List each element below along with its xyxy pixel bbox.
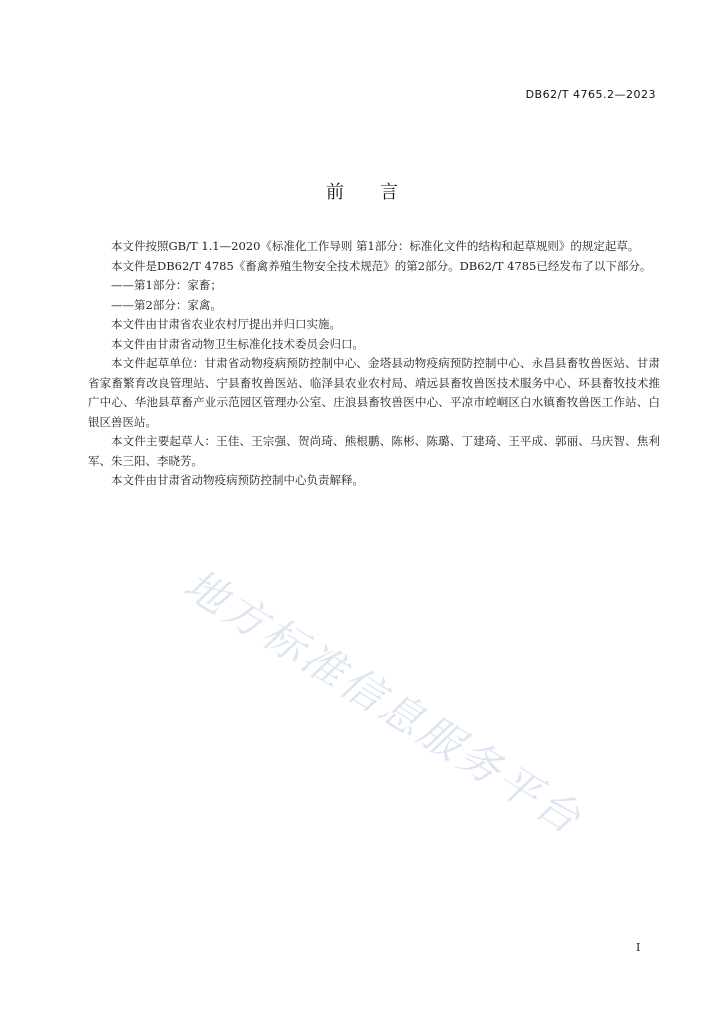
paragraph-proposer: 本文件由甘肃省农业农村厅提出并归口实施。	[111, 317, 341, 331]
paragraph-committee: 本文件由甘肃省动物卫生标准化技术委员会归口。	[111, 336, 364, 351]
paragraph-drafting-rules: 本文件按照GB/T 1.1—2020《标准化工作导则 第1部分：标准化文件的结构和起草规则》的规定起草。	[111, 239, 640, 253]
paragraph-drafting-units: 本文件起草单位：甘肃省动物疫病预防控制中心、金塔县动物疫病预防控制中心、永昌县畜牧兽医站、甘肃省家畜繁育改良管理站、宁县畜牧兽医站、临泽县农业农村局、靖远县畜牧兽医技术服务中心、环县畜牧技术推广中心、华池县草畜产业示范园区管理办公室、庄浪县畜牧兽医中心、平凉市崆峒区白水镇畜牧兽医工作站、白银区兽医站。	[88, 356, 660, 429]
paragraph-interpretation: 本文件由甘肃省动物疫病预防控制中心负责解释。	[111, 473, 364, 487]
document-code: DB62/T 4765.2—2023	[525, 88, 656, 101]
list-item-part-2: ——第2部分：家禽。	[111, 297, 222, 312]
paragraph-drafters: 本文件主要起草人：王佳、王宗强、贺尚琦、熊根鹏、陈彬、陈璐、丁建琦、王平成、郭丽、马庆智、焦利军、朱三阳、李晓芳。	[88, 434, 660, 468]
watermark: 地方标准信息服务平台	[175, 559, 592, 845]
page-number: I	[636, 941, 641, 954]
paragraph-part-info: 本文件是DB62/T 4785《畜禽养殖生物安全技术规范》的第2部分。DB62/T 4785已经发布了以下部分。	[111, 258, 652, 273]
foreword-body	[88, 237, 660, 491]
page-title: 前言	[326, 182, 434, 203]
list-item-part-1: ——第1部分：家畜；	[111, 278, 222, 292]
